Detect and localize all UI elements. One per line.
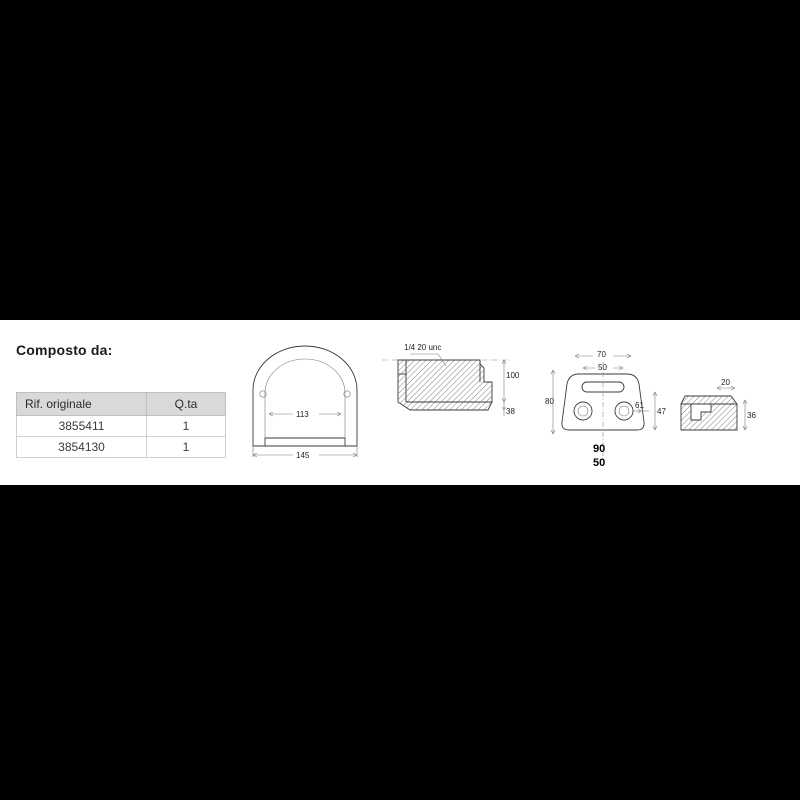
plate-view-drawing: [545, 330, 765, 480]
table-row: [17, 416, 226, 437]
dimension-100: 100: [506, 371, 520, 380]
dimension-38: 38: [506, 407, 515, 416]
cell-reference: 3855411: [17, 416, 147, 437]
column-header-reference: Rif. originale: [17, 393, 147, 416]
dimension-90-bold: 90: [593, 443, 606, 455]
dimension-50-bold: 50: [593, 457, 606, 469]
side-view-drawing: [245, 338, 375, 458]
dimension-80: 80: [545, 397, 554, 406]
cell-quantity: 1: [147, 416, 226, 437]
document-sheet: [0, 320, 800, 485]
cell-quantity: 1: [147, 437, 226, 458]
parts-table: [16, 392, 226, 458]
cell-reference: 3854130: [17, 437, 147, 458]
dimension-47: 47: [657, 407, 666, 416]
dimension-70: 70: [597, 350, 606, 359]
thread-label: 1/4 20 unc: [404, 343, 442, 352]
section-view-drawing: [380, 338, 530, 458]
table-header-row: [17, 393, 226, 416]
dimension-61: 61: [635, 401, 644, 410]
table-row: [17, 437, 226, 458]
column-header-quantity: Q.ta: [147, 393, 226, 416]
dimension-113: 113: [296, 410, 309, 419]
page-title: Composto da:: [16, 342, 113, 358]
dimension-20: 20: [721, 378, 730, 387]
dimension-36: 36: [747, 411, 756, 420]
dimension-145: 145: [296, 451, 310, 458]
dimension-50-top: 50: [598, 363, 607, 372]
